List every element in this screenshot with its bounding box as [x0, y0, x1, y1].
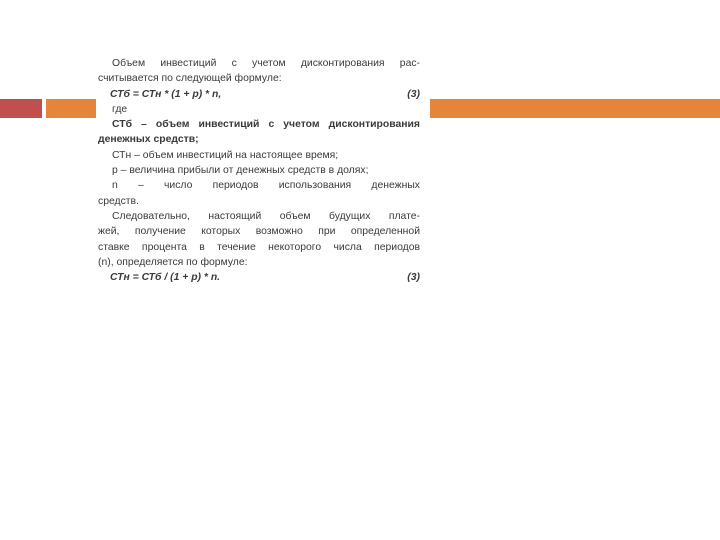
text-line — [98, 71, 420, 86]
formula-1-expression: СТб = СТн * (1 + p) * n, — [110, 88, 222, 100]
text-line: средств. — [98, 195, 139, 207]
definition-line: СТн – объем инвестиций на настоящее время; — [112, 149, 339, 161]
definition-line: СТб – объем инвестиций с учетом дисконтирования — [112, 119, 420, 131]
text-line: Объем инвестиций с учетом дисконтирования рас- — [112, 58, 420, 69]
title-accent-bar-red — [0, 99, 42, 118]
text-line: ставке процента в течение некоторого числа периодов — [98, 241, 420, 253]
scanned-text-image — [98, 56, 420, 284]
text-line-content: считывается по следующей формуле: — [98, 73, 282, 85]
text-line: (n), определяется по формуле: — [98, 256, 248, 268]
formula-2-number: (3) — [407, 272, 420, 284]
formula-1-number: (3) — [407, 88, 420, 100]
definition-line: n – число периодов использования денежных — [112, 180, 420, 192]
formula-1 — [98, 87, 420, 102]
formula-2 — [98, 270, 420, 285]
title-accent-bar-orange — [46, 99, 96, 118]
text-line: жей, получение которых возможно при определенной — [98, 226, 420, 238]
definition-line: денежных средств; — [98, 134, 199, 146]
text-line: где — [112, 103, 128, 115]
title-accent-bar-orange-right — [430, 99, 720, 118]
definition-line: p – величина прибыли от денежных средств в долях; — [112, 165, 369, 177]
text-line: Следовательно, настоящий объем будущих плате- — [112, 210, 420, 222]
formula-2-expression: СТн = СТб / (1 + p) * n. — [110, 272, 221, 284]
